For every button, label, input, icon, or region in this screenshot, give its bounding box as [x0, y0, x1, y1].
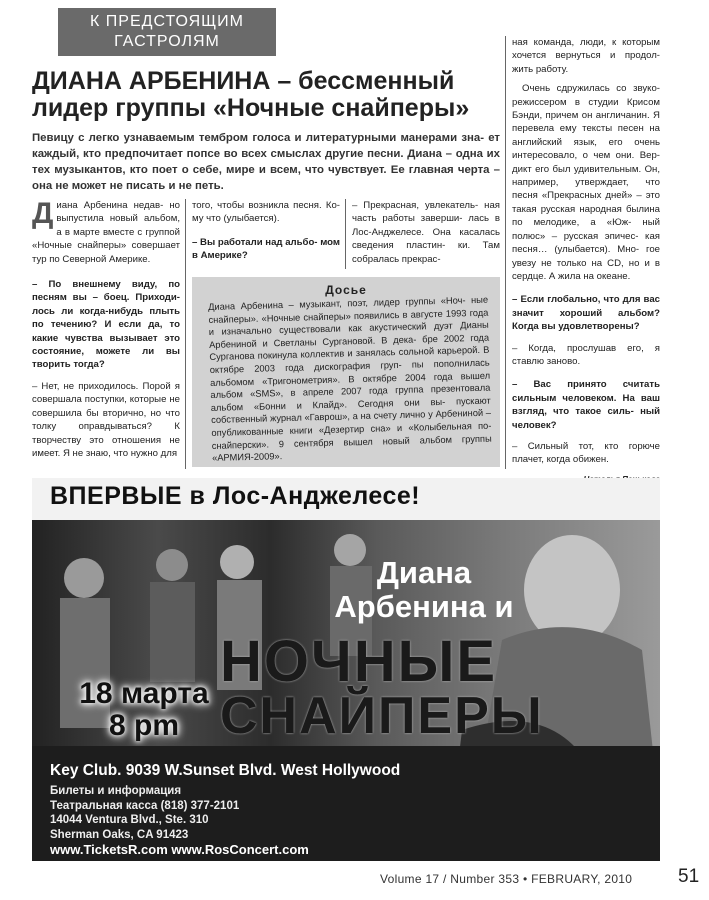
- column-2: [192, 199, 340, 269]
- ad-artist-name: [294, 556, 554, 624]
- column-divider: [185, 199, 186, 469]
- ticket-info-line: Sherman Oaks, CA 91423: [50, 828, 189, 841]
- answer-paragraph: того, чтобы возникла песня. Ко- му что (улыбается).: [192, 200, 340, 225]
- column-divider: [505, 36, 506, 469]
- headline-line2: лидер группы «Ночные снайперы»: [32, 94, 470, 122]
- answer-3: – Когда, прослушав его, я ставлю заново.: [512, 342, 660, 367]
- section-tab: [58, 8, 276, 56]
- question-2: – Вы работали над альбо- мом в Америке?: [192, 236, 340, 262]
- question-1: – По внешнему виду, по песням вы – боец. Приходи- лось ли когда-нибудь плыть по течению? И если да, то какие чувства вызывает это состояние, можете ли вы творить тогда?: [32, 279, 180, 371]
- section-title-line2: ГАСТРОЛЯМ: [114, 33, 220, 50]
- band-name-line-1: НОЧНЫЕ: [220, 629, 498, 694]
- column-1: [32, 199, 180, 466]
- ticket-info-line: Билеты и информация: [50, 785, 182, 797]
- artist-line-1: Диана: [376, 555, 472, 590]
- column-4: [512, 36, 660, 486]
- answer-paragraph: ная команда, люди, к которым хочется вернуться и продол- жить работу.: [512, 37, 660, 75]
- band-name-line-2: СНАЙПЕРЫ: [220, 687, 544, 745]
- answer-4: – Сильный тот, кто горюче плачет, когда обижен.: [512, 440, 660, 466]
- question-3: – Если глобально, что для вас значит хороший альбом? Когда вы удовлетворены?: [512, 294, 660, 333]
- article-headline: [32, 68, 502, 122]
- dossier-box: [192, 277, 500, 467]
- ticket-info-line: 14044 Ventura Blvd., Ste. 310: [50, 814, 209, 826]
- date-line-2: 8 pm: [108, 709, 180, 742]
- issue-footer: Volume 17 / Number 353 • FEBRUARY, 2010: [380, 872, 633, 886]
- dossier-title: Досье: [325, 283, 367, 297]
- section-title-line1: К ПРЕДСТОЯЩИМ: [90, 13, 244, 30]
- concert-date: [54, 678, 234, 742]
- column-3: [352, 199, 500, 272]
- intro-text: иана Арбенина недав- но выпустила новый альбом, а в марте вместе с группой «Ночные снайперы» совершает тур по Северной Америке.: [32, 200, 180, 265]
- page-number: 51: [678, 866, 700, 887]
- ad-websites[interactable]: www.TicketsR.com www.RosConcert.com: [50, 842, 309, 857]
- answer-paragraph: – Прекрасная, увлекатель- ная часть работы заверши- лась в Лос-Анджелесе. Она касалась сведения пластин- ки. Там собралась прекрас-: [352, 200, 500, 265]
- concert-ad: [32, 478, 660, 861]
- question-4: – Вас принято считать сильным человеком. На ваш взгляд, что такое силь- ный человек?: [512, 379, 660, 431]
- venue-address: Key Club. 9039 W.Sunset Blvd. West Hollywood: [50, 762, 401, 779]
- column-divider: [345, 199, 346, 269]
- article-lead: Певицу с легко узнаваемым тембром голоса и литературными манерами зна- ет каждый, кто предпочитает попсе во всех смыслах другие песни. Диана – одна их тех музыкантов, кто поет о себе, мире и всем, что чувствует. Ее главная черта – она не может не писать и не петь.: [32, 132, 500, 192]
- artist-line-2: Арбенина и: [334, 589, 514, 624]
- date-line-1: 18 марта: [79, 677, 209, 710]
- ticket-info: [50, 784, 239, 842]
- ad-headline: ВПЕРВЫЕ в Лос-Анджелесе!: [50, 482, 421, 510]
- drop-cap: Д: [32, 197, 54, 230]
- answer-paragraph: Очень сдружилась со звуко- режиссером в студии Крисом Бэнди, причем он англичанин. Я перевела ему тексты песен на английский язык, его очень интересовало, о чем они. Вер- дикт его был удивительным. Он, например, утверждает, что песня «Прекрасных дней» – это такая русская народная былина по мелодике, а «Юж- ный полюс» – русская эпичес- кая песня… (улыбается). Мно- гое увезу не только на CD, но и в сердце. А жила на океане.: [512, 83, 660, 282]
- headline-line1: ДИАНА АРБЕНИНА – бессменный: [32, 67, 455, 95]
- ticket-info-line: Театральная касса (818) 377-2101: [50, 799, 240, 812]
- answer-1: – Нет, не приходилось. Порой я совершала поступки, которые не совершила бы вторично, но что толку оправдываться? К творчеству это отношения не имеет. Я не знаю, что нужно для: [32, 380, 180, 459]
- intro-paragraph: [32, 199, 180, 266]
- dossier-text: Диана Арбенина – музыкант, поэт, лидер группы «Ноч- ные снайперы». «Ночные снайперы» появились в августе 1993 года и изначально существовали как акустический дуэт Дианы Арбениной и Светланы Сургановой. В дека- бре 2002 года Сурганова покинула коллектив и занялась сольной карьерой. В октябре 2003 года дискография груп- пы пополнилась альбомом «Тригонометрия». В октябре 2004 года вышел альбом «SMS», в апреле 2007 года группа презентовала альбом «Бонни и Клайд». Сегодня они вы- пускают собственный журнал «Гаврош», а на счету лично у Арбениной – опубликованные книги «Дезертир сна» и «Колыбельная по-снайперски». 9 сентября вышел новый альбом группы «АРМИЯ-2009».: [208, 294, 492, 464]
